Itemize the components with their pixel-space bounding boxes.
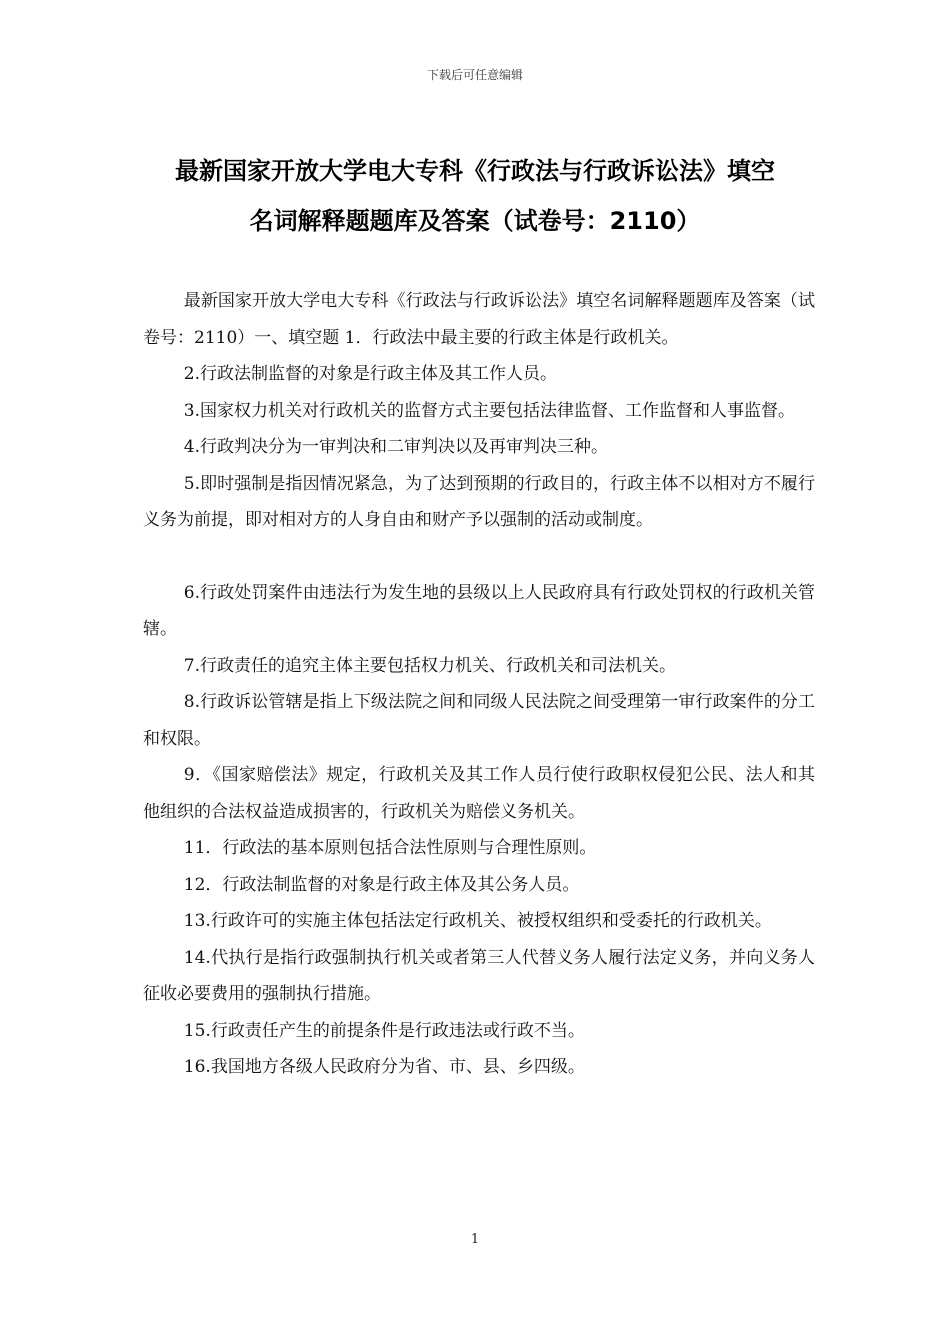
paragraph: 最新国家开放大学电大专科《行政法与行政诉讼法》填空名词解释题题库及答案（试卷号：2110）一、填空题 1．行政法中最主要的行政主体是行政机关。 [143,291,815,348]
paragraph: 3.国家权力机关对行政机关的监督方式主要包括法律监督、工作监督和人事监督。 [183,400,796,421]
page-number: 1 [470,1232,480,1247]
paragraph: 13.行政许可的实施主体包括法定行政机关、被授权组织和受委托的行政机关。 [183,911,772,931]
document-body [143,283,815,1086]
paragraph: 9．《国家赔偿法》规定，行政机关及其工作人员行使行政职权侵犯公民、法人和其他组织的合法权益造成损害的，行政机关为赔偿义务机关。 [143,765,815,822]
paragraph: 16.我国地方各级人民政府分为省、市、县、乡四级。 [183,1057,585,1077]
paragraph: 7.行政责任的追究主体主要包括权力机关、行政机关和司法机关。 [183,655,677,676]
paragraph: 14.代执行是指行政强制执行机关或者第三人代替义务人履行法定义务，并向义务人征收必要费用的强制执行措施。 [143,947,815,1004]
paragraph: 2.行政法制监督的对象是行政主体及其工作人员。 [183,364,558,384]
paragraph: 6.行政处罚案件由违法行为发生地的县级以上人民政府具有行政处罚权的行政机关管辖。 [143,582,815,639]
paragraph: 11．行政法的基本原则包括合法性原则与合理性原则。 [183,838,597,858]
title-line-1: 最新国家开放大学电大专科《行政法与行政诉讼法》填空 [175,157,775,185]
paragraph: 15.行政责任产生的前提条件是行政违法或行政不当。 [183,1020,585,1041]
document-title [120,146,830,246]
paragraph: 4.行政判决分为一审判决和二审判决以及再审判决三种。 [183,437,609,457]
header-note: 下载后可任意编辑 [426,68,523,82]
paragraph: 5.即时强制是指因情况紧急，为了达到预期的行政目的，行政主体不以相对方不履行义务为前提，即对相对方的人身自由和财产予以强制的活动或制度。 [143,473,815,530]
paragraph: 8.行政诉讼管辖是指上下级法院之间和同级人民法院之间受理第一审行政案件的分工和权限。 [143,692,815,749]
paragraph: 12．行政法制监督的对象是行政主体及其公务人员。 [183,874,580,895]
title-line-2: 名词解释题题库及答案（试卷号：2110） [249,207,701,235]
